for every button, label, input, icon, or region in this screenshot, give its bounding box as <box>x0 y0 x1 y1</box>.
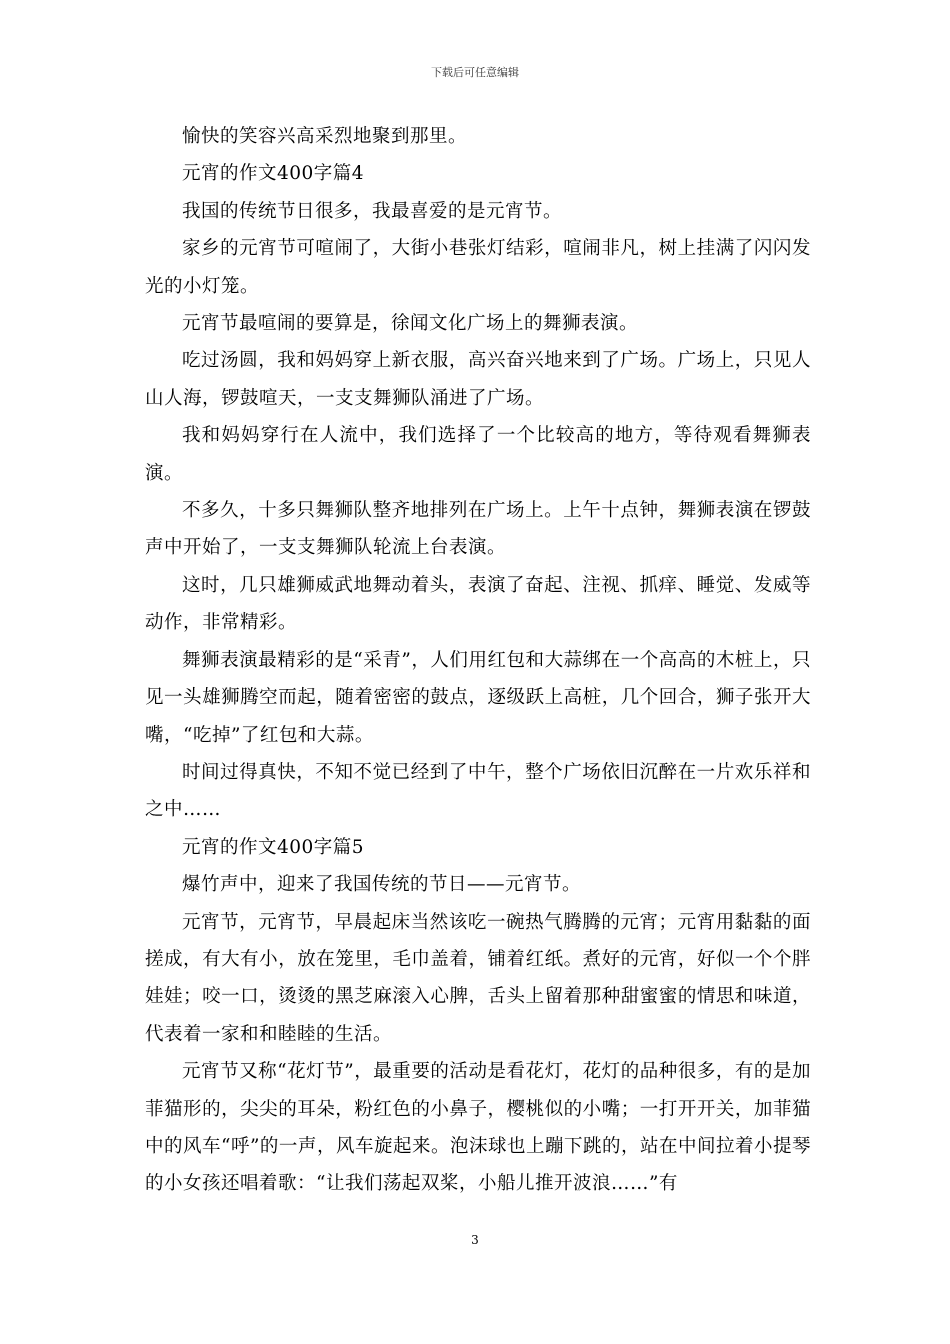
document-body <box>145 118 811 1203</box>
section-heading: 元宵的作文400字篇5 <box>182 836 365 858</box>
paragraph: 家乡的元宵节可喧闹了，大街小巷张灯结彩，喧闹非凡，树上挂满了闪闪发光的小灯笼。 <box>145 238 811 297</box>
paragraph: 我国的传统节日很多，我最喜爱的是元宵节。 <box>182 200 563 222</box>
paragraph: 舞狮表演最精彩的是“采青”，人们用红包和大蒜绑在一个高高的木桩上，只见一头雄狮腾空而起，随着密密的鼓点，逐级跃上高桩，几个回合，狮子张开大嘴，“吃掉”了红包和大蒜。 <box>145 649 811 746</box>
paragraph: 爆竹声中，迎来了我国传统的节日——元宵节。 <box>182 874 582 896</box>
paragraph: 愉快的笑容兴高采烈地聚到那里。 <box>182 126 468 147</box>
paragraph: 元宵节又称“花灯节”，最重要的活动是看花灯，花灯的品种很多，有的是加菲猫形的，尖尖的耳朵，粉红色的小鼻子，樱桃似的小嘴；一打开开关，加菲猫中的风车“呼”的一声，风车旋起来。泡沫球也上蹦下跳的，站在中间拉着小提琴的小女孩还唱着歌：“让我们荡起双桨，小船儿推开波浪……”有 <box>145 1061 811 1195</box>
paragraph: 吃过汤圆，我和妈妈穿上新衣服，高兴奋兴地来到了广场。广场上，只见人山人海，锣鼓喧天，一支支舞狮队涌进了广场。 <box>145 350 811 409</box>
paragraph: 我和妈妈穿行在人流中，我们选择了一个比较高的地方，等待观看舞狮表演。 <box>145 425 811 484</box>
section-heading: 元宵的作文400字篇4 <box>182 163 365 185</box>
page-number: 3 <box>471 1233 479 1247</box>
paragraph: 元宵节，元宵节，早晨起床当然该吃一碗热气腾腾的元宵；元宵用黏黏的面搓成，有大有小，放在笼里，毛巾盖着，铺着红纸。煮好的元宵，好似一个个胖娃娃；咬一口，烫烫的黑芝麻滚入心脾，舌头上留着那种甜蜜蜜的情思和味道，代表着一家和和睦睦的生活。 <box>145 911 811 1045</box>
paragraph: 不多久，十多只舞狮队整齐地排列在广场上。上午十点钟，舞狮表演在锣鼓声中开始了，一支支舞狮队轮流上台表演。 <box>145 500 811 559</box>
paragraph: 时间过得真快，不知不觉已经到了中午，整个广场依旧沉醉在一片欢乐祥和之中…… <box>145 761 811 821</box>
paragraph: 这时，几只雄狮威武地舞动着头，表演了奋起、注视、抓痒、睡觉、发威等动作，非常精彩。 <box>145 574 811 634</box>
page-header: 下载后可任意编辑 <box>431 66 519 79</box>
paragraph: 元宵节最喧闹的要算是，徐闻文化广场上的舞狮表演。 <box>182 313 639 335</box>
